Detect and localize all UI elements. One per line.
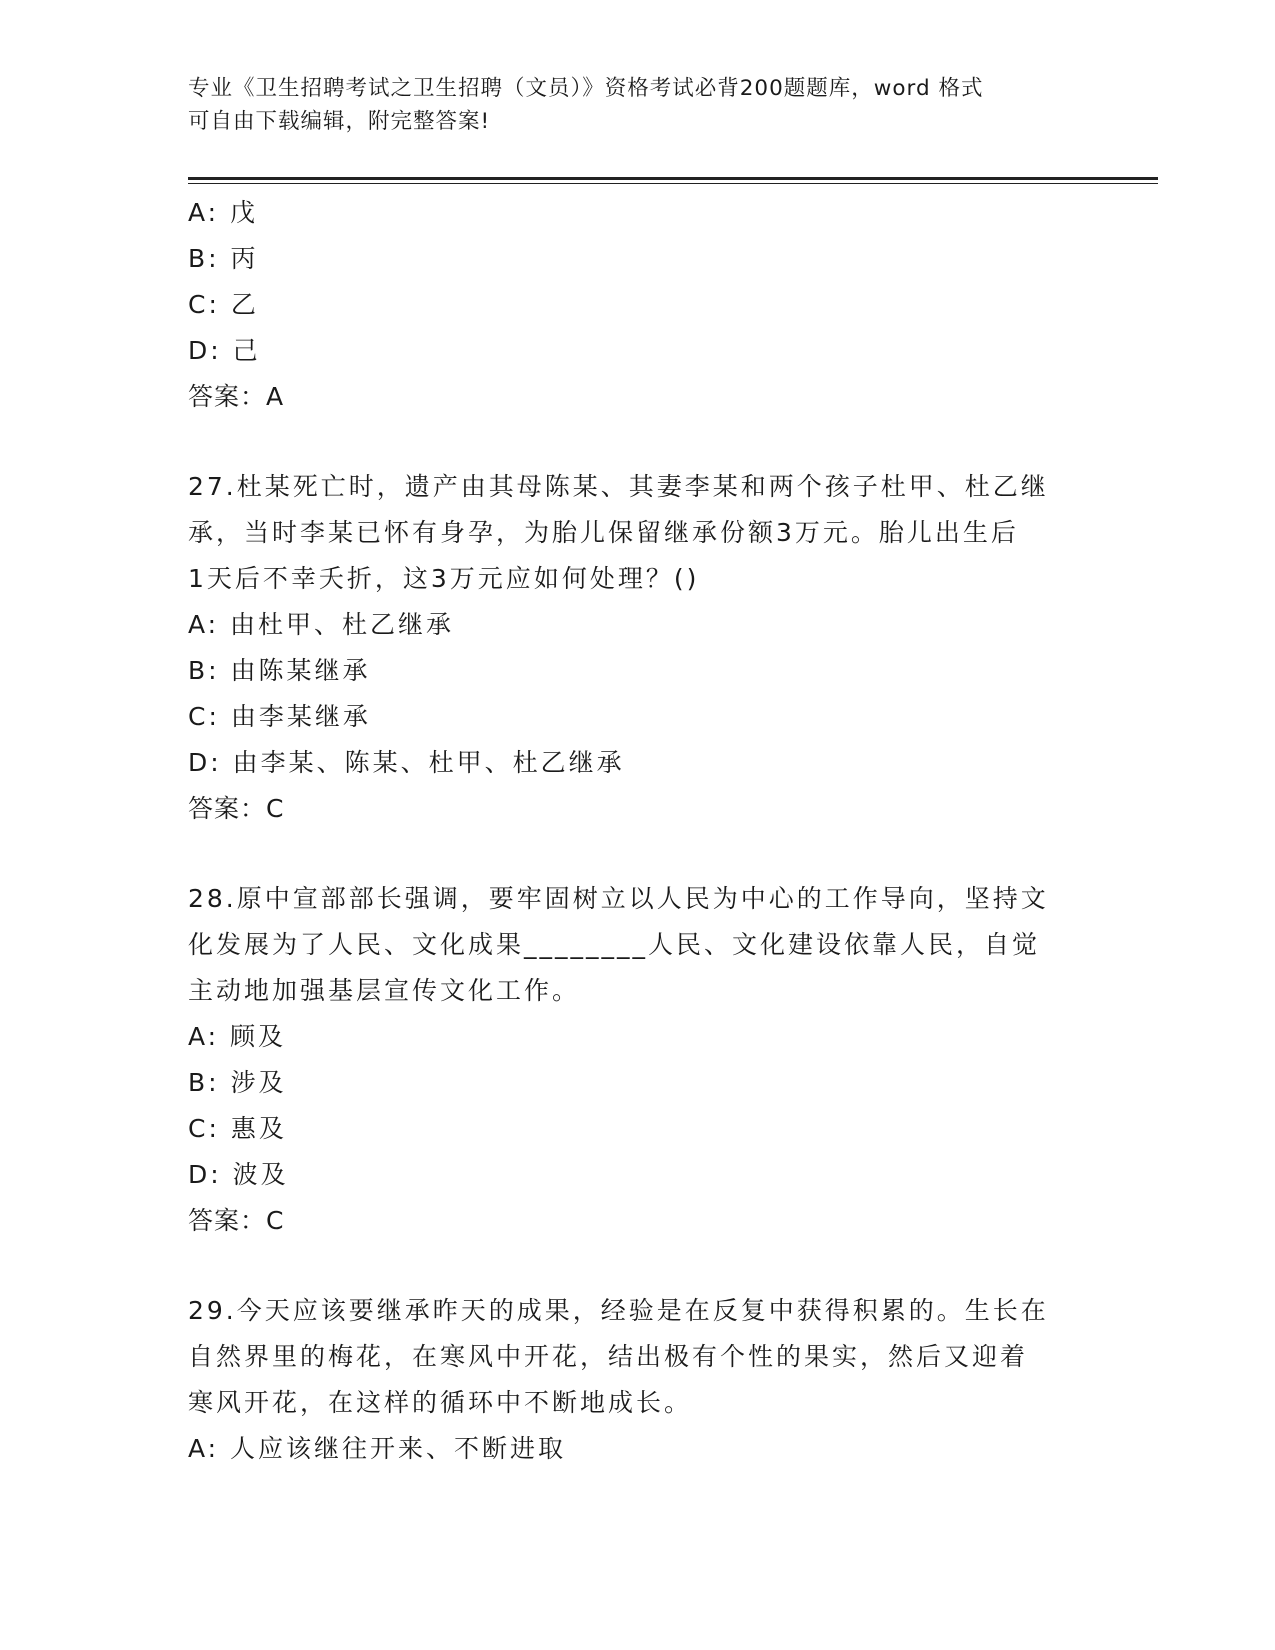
option-b: B: 由陈某继承 xyxy=(188,656,371,685)
header-divider-thin xyxy=(188,183,1158,184)
option-b: B: 丙 xyxy=(188,244,259,273)
question-text: 27.杜某死亡时，遗产由其母陈某、其妻李某和两个孩子杜甲、杜乙继 xyxy=(188,472,1049,501)
page-header: 专业《卫生招聘考试之卫生招聘（文员）》资格考试必背200题题库，word 格式 可自由下载编辑，附完整答案! xyxy=(188,76,984,134)
answer-line: 答案：C xyxy=(188,794,285,823)
answer-line: 答案：C xyxy=(188,1206,285,1235)
question-text: 1天后不幸夭折，这3万元应如何处理？() xyxy=(188,564,700,593)
question-text: 29.今天应该要继承昨天的成果，经验是在反复中获得积累的。生长在 xyxy=(188,1296,1049,1325)
question-text: 自然界里的梅花，在寒风中开花，结出极有个性的果实，然后又迎着 xyxy=(188,1342,1029,1371)
question-text: 承，当时李某已怀有身孕，为胎儿保留继承份额3万元。胎儿出生后 xyxy=(188,518,1019,547)
option-c: C: 由李某继承 xyxy=(188,702,371,731)
option-a: A: 由杜甲、杜乙继承 xyxy=(188,610,455,639)
question-text: 化发展为了人民、文化成果________人民、文化建设依靠人民，自觉 xyxy=(188,930,1041,959)
option-a: A: 顾及 xyxy=(188,1022,287,1051)
question-28-block xyxy=(188,876,1088,1244)
header-divider-thick xyxy=(188,177,1158,180)
option-b: B: 涉及 xyxy=(188,1068,287,1097)
option-d: D: 己 xyxy=(188,336,261,365)
prev-question-block xyxy=(188,190,1088,420)
option-c: C: 惠及 xyxy=(188,1114,287,1143)
option-d: D: 由李某、陈某、杜甲、杜乙继承 xyxy=(188,748,625,777)
option-a: A: 人应该继往开来、不断进取 xyxy=(188,1434,567,1463)
question-text: 主动地加强基层宣传文化工作。 xyxy=(188,976,581,1005)
question-content xyxy=(188,190,1088,1472)
option-c: C: 乙 xyxy=(188,290,259,319)
answer-line: 答案：A xyxy=(188,382,285,411)
question-text: 寒风开花，在这样的循环中不断地成长。 xyxy=(188,1388,693,1417)
question-27-block xyxy=(188,464,1088,832)
option-a: A: 戊 xyxy=(188,198,259,227)
option-d: D: 波及 xyxy=(188,1160,289,1189)
question-29-block xyxy=(188,1288,1088,1472)
question-text: 28.原中宣部部长强调，要牢固树立以人民为中心的工作导向，坚持文 xyxy=(188,884,1049,913)
